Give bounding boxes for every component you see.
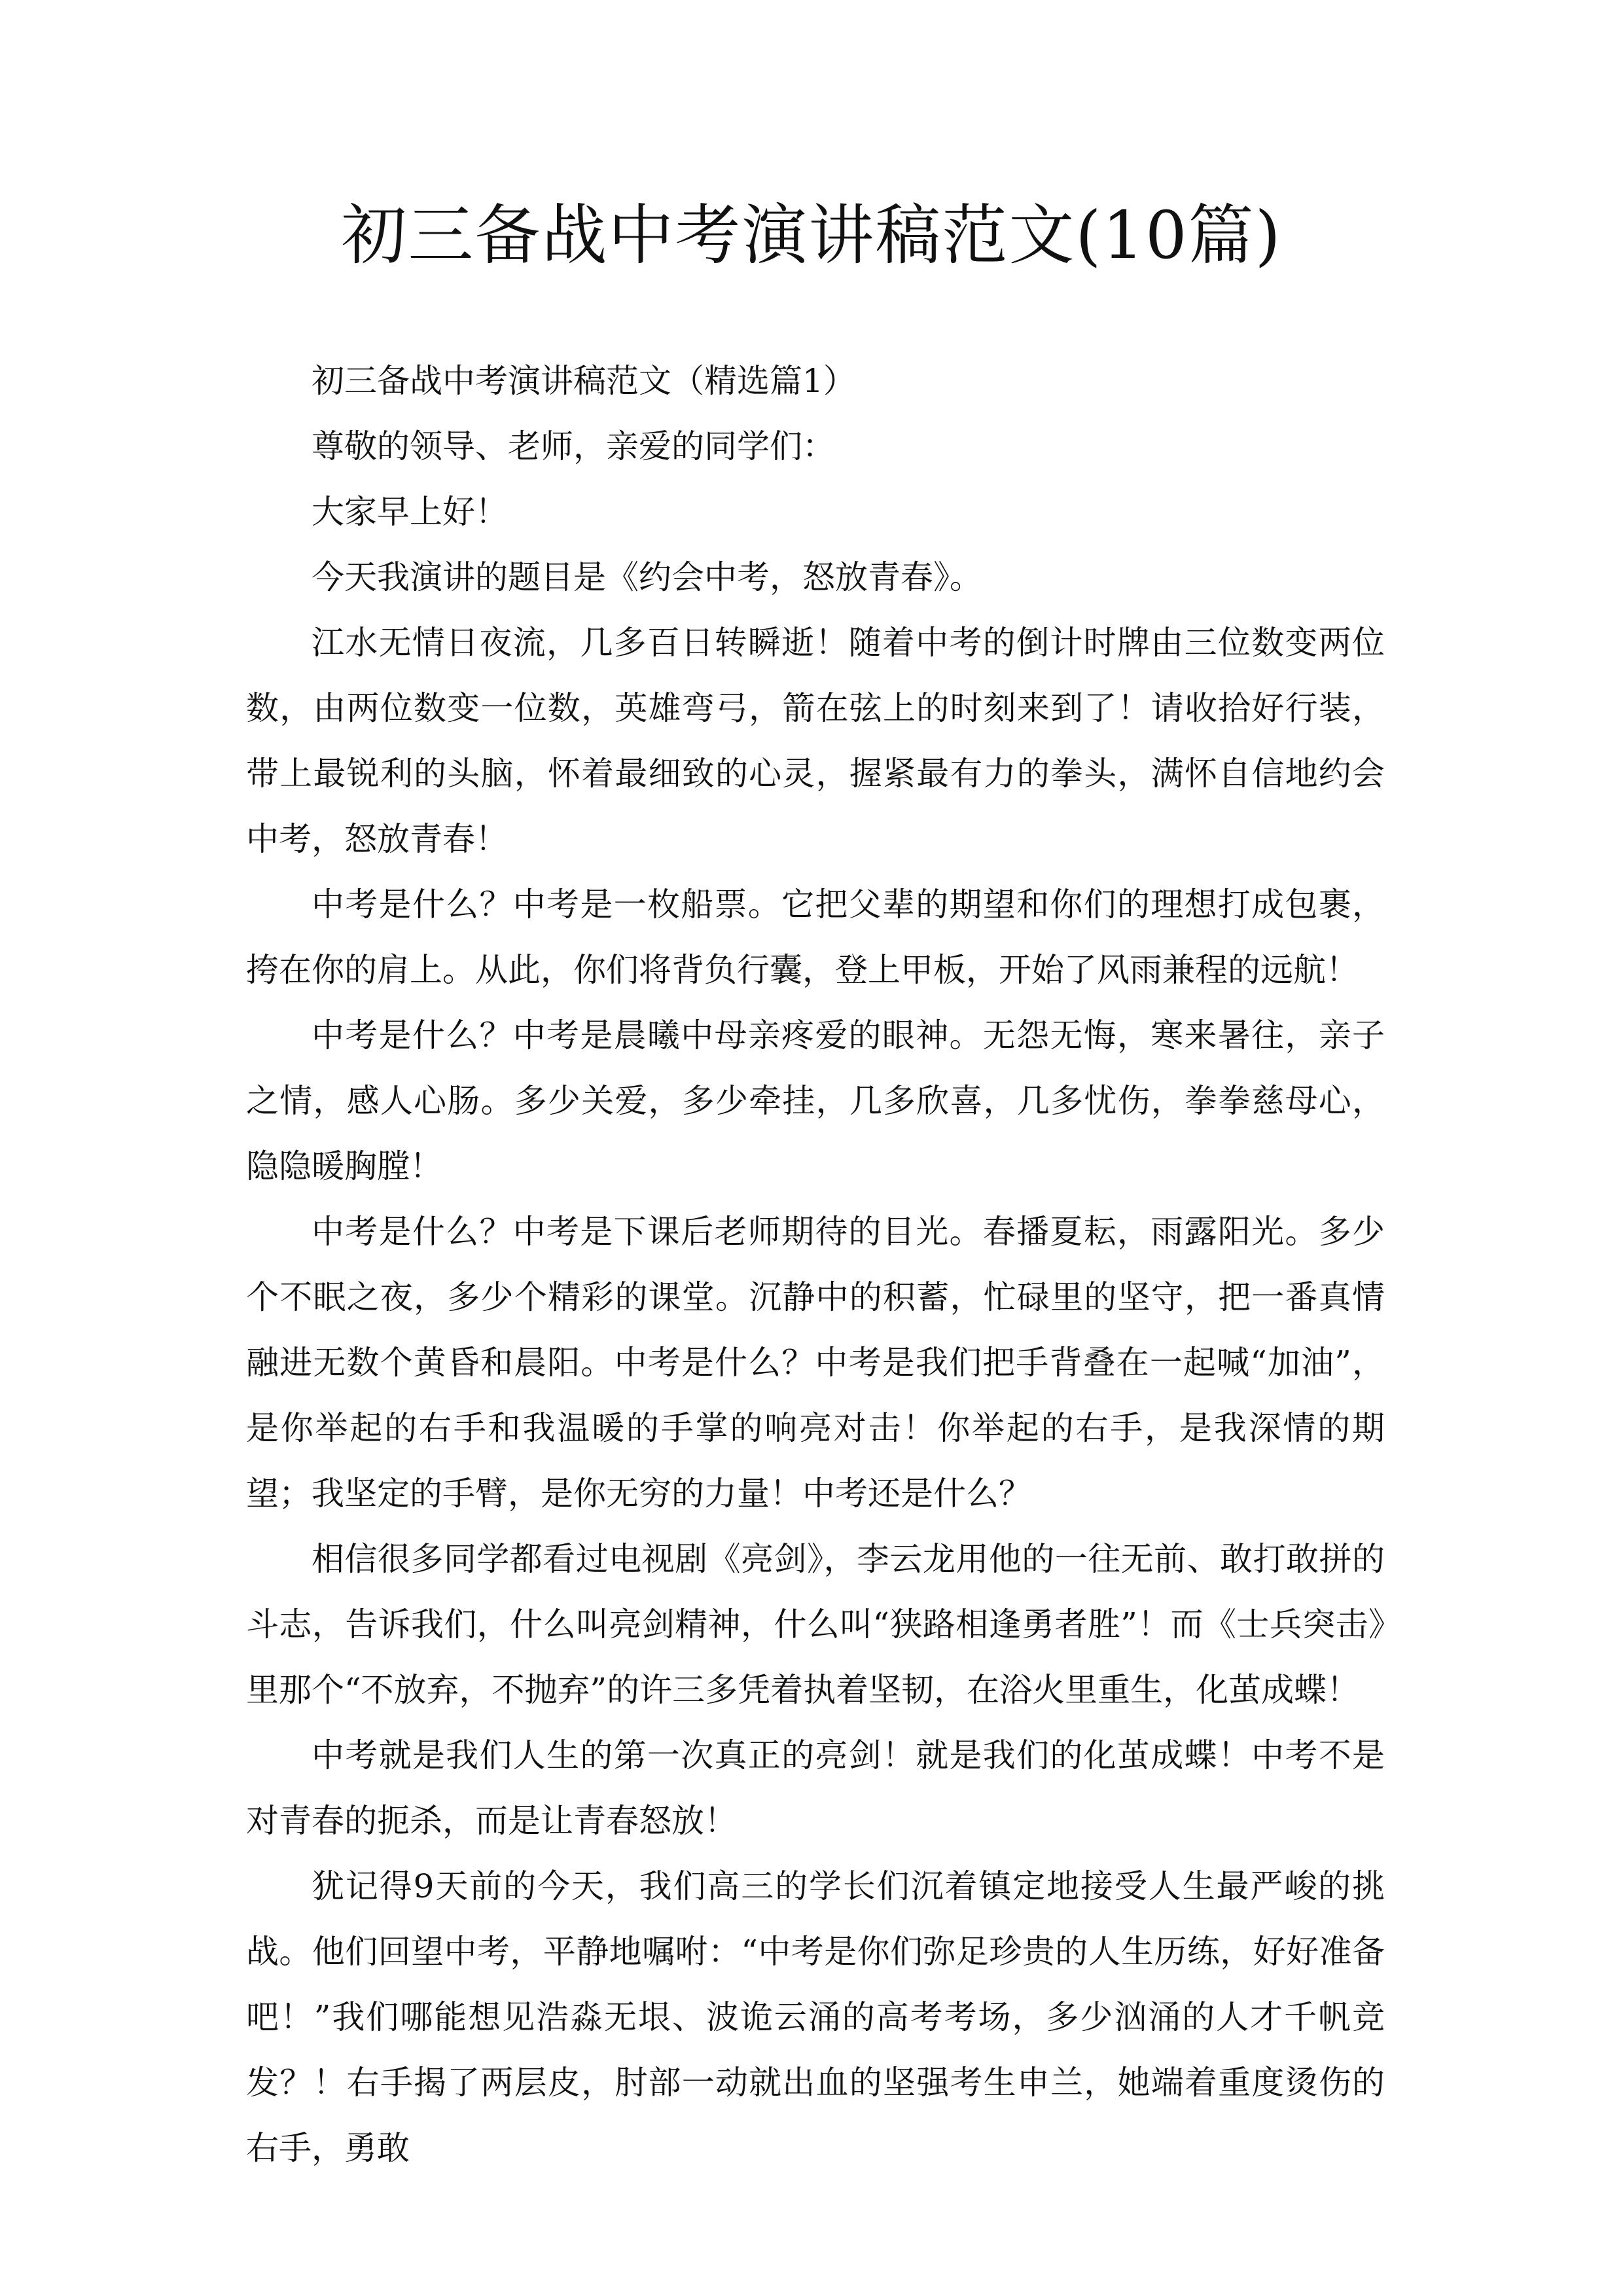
paragraph: 中考就是我们人生的第一次真正的亮剑！就是我们的化茧成蝶！中考不是对青春的扼杀，而是让青春怒放！ [246,1736,1385,1840]
paragraph: 中考是什么？中考是一枚船票。它把父辈的期望和你们的理想打成包裹，挎在你的肩上。从此，你们将背负行囊，登上甲板，开始了风雨兼程的远航！ [246,886,1385,989]
document-title: 初三备战中考演讲稿范文(10篇) [341,197,1282,274]
paragraph-section-heading: 初三备战中考演讲稿范文（精选篇1） [312,362,856,400]
paragraph: 中考是什么？中考是下课后老师期待的目光。春播夏耘，雨露阳光。多少个不眠之夜，多少个精彩的课堂。沉静中的积蓄，忙碌里的坚守，把一番真情融进无数个黄昏和晨阳。中考是什么？中考是我们把手背叠在一起喊“加油”，是你举起的右手和我温暖的手掌的响亮对击！你举起的右手，是我深情的期望；我坚定的手臂，是你无穷的力量！中考还是什么？ [246,1213,1385,1513]
paragraph: 中考是什么？中考是晨曦中母亲疼爱的眼神。无怨无悔，寒来暑往，亲子之情，感人心肠。多少关爱，多少牵挂，几多欣喜，几多忧伤，拳拳慈母心，隐隐暖胸膛！ [246,1016,1385,1185]
document-body [246,348,1385,2181]
paragraph-greeting: 大家早上好！ [312,493,508,531]
paragraph: 江水无情日夜流，几多百日转瞬逝！随着中考的倒计时牌由三位数变两位数，由两位数变一位数，英雄弯弓，箭在弦上的时刻来到了！请收拾好行装，带上最锐利的头脑，怀着最细致的心灵，握紧最有力的拳头，满怀自信地约会中考，怒放青春！ [246,624,1385,858]
paragraph-salutation: 尊敬的领导、老师，亲爱的同学们： [312,427,835,465]
paragraph: 犹记得9天前的今天，我们高三的学长们沉着镇定地接受人生最严峻的挑战。他们回望中考，平静地嘱咐：“中考是你们弥足珍贵的人生历练，好好准备吧！”我们哪能想见浩淼无垠、波诡云涌的高考考场，多少汹涌的人才千帆竞发？！右手揭了两层皮，肘部一动就出血的坚强考生申兰，她端着重度烫伤的右手，勇敢 [246,1867,1385,2167]
paragraph-topic: 今天我演讲的题目是《约会中考，怒放青春》。 [312,558,982,596]
paragraph: 相信很多同学都看过电视剧《亮剑》，李云龙用他的一往无前、敢打敢拼的斗志，告诉我们，什么叫亮剑精神，什么叫“狭路相逢勇者胜”！而《士兵突击》里那个“不放弃，不抛弃”的许三多凭着执着坚韧，在浴火里重生，化茧成蝶！ [246,1540,1385,1709]
